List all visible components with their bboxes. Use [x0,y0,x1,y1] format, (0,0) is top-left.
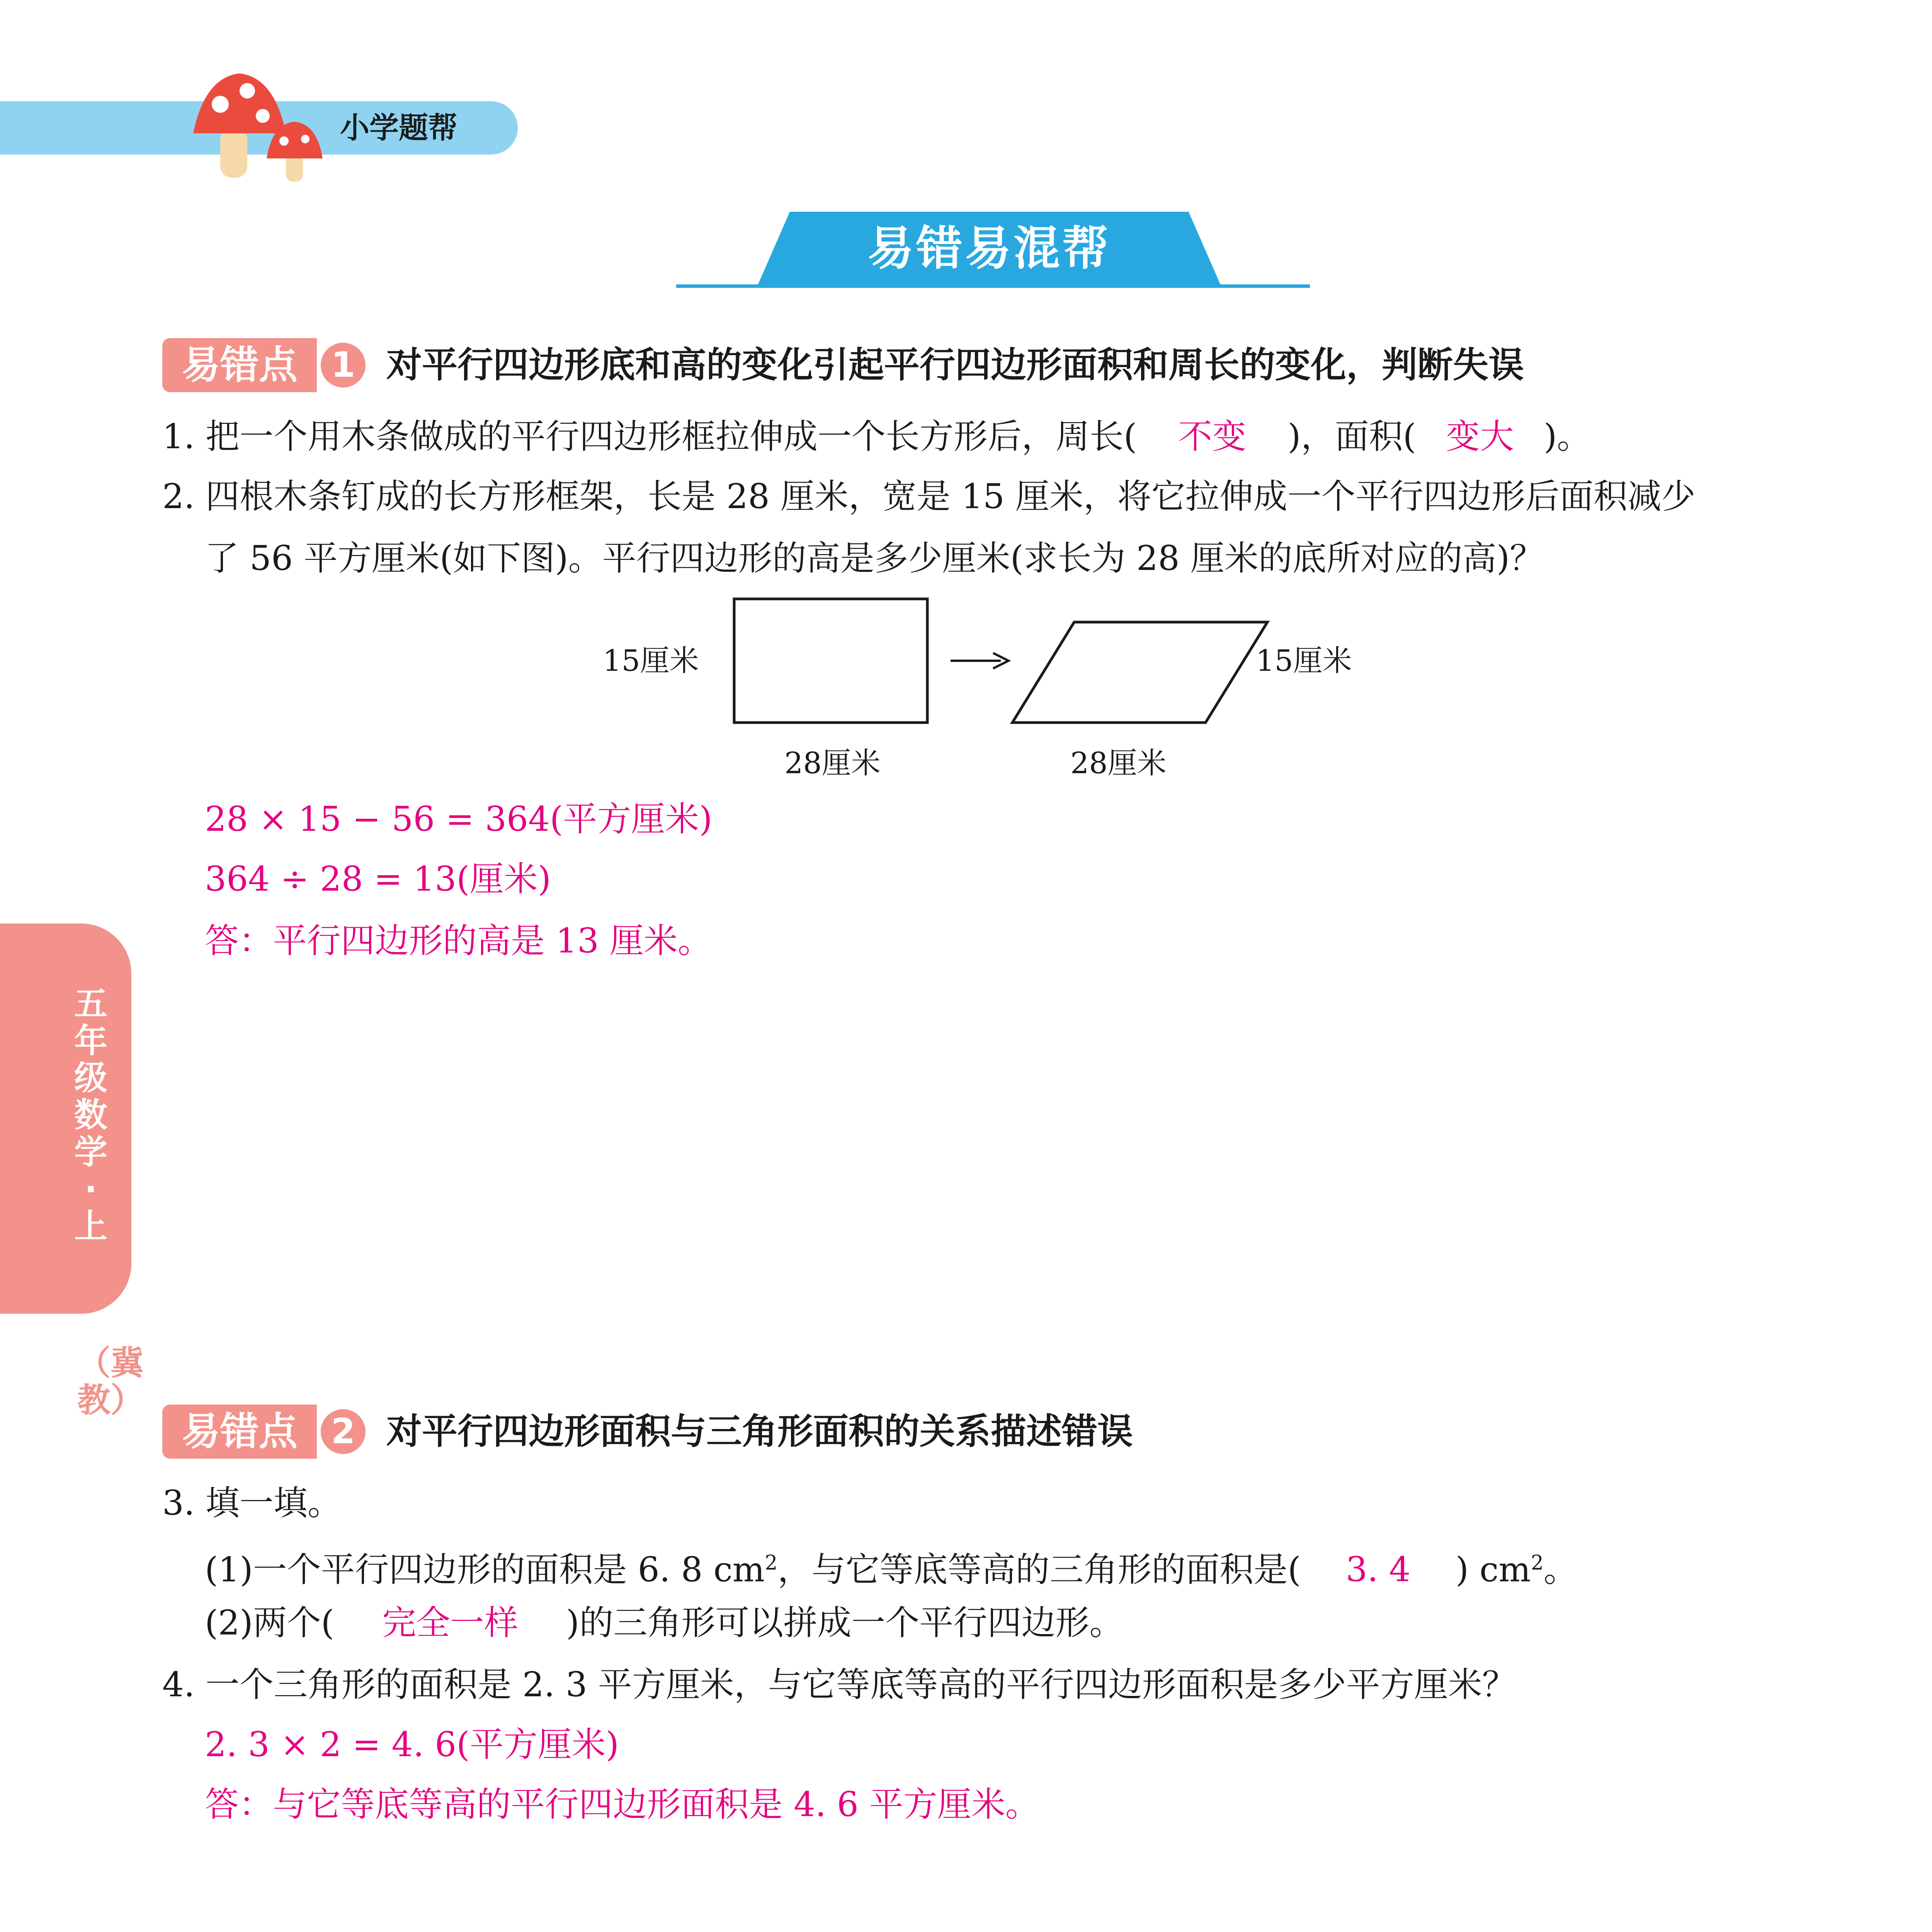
q1-text-a: 1. 把一个用木条做成的平行四边形框拉伸成一个长方形后，周长( [162,417,1137,456]
parallelogram-shape [1012,622,1267,723]
q3p1-text-a: (1)一个平行四边形的面积是 6. 8 cm [205,1549,765,1590]
q1-answer-perimeter: 不变 [1178,417,1247,456]
error-point-badge-2 [162,1405,371,1459]
q3p1-text-b: ，与它等底等高的三角形的面积是( [777,1549,1301,1590]
mushroom-icon [189,62,336,185]
q2-answer-conclusion: 答：平行四边形的高是 13 厘米。 [205,921,712,961]
question-3-part-1 [205,1540,1578,1593]
question-3-title: 3. 填一填。 [162,1483,342,1523]
side-tab-edition: （冀教） [77,1344,144,1420]
question-1 [162,413,1591,460]
para-base-label: 28厘米 [1070,746,1167,780]
question-4: 4. 一个三角形的面积是 2. 3 平方厘米，与它等底等高的平行四边形面积是多少平方厘米？ [162,1665,1516,1704]
para-side-label: 15厘米 [1256,643,1352,678]
error-point-title-1: 对平行四边形底和高的变化引起平行四边形面积和周长的变化，判断失误 [386,344,1524,386]
q1-text-b: )，面积( [1287,417,1416,456]
side-tab-label: 五年级数学·上 [74,985,107,1246]
brand-name: 小学题帮 [340,111,457,145]
q3p1-answer: 3. 4 [1345,1549,1411,1590]
q3p2-answer: 完全一样 [382,1603,518,1643]
rect-base-label: 28厘米 [784,746,881,780]
badge-label: 易错点 [162,338,317,392]
q4-answer-step-1: 2. 3 × 2 = 4. 6(平方厘米) [205,1725,619,1764]
q1-text-c: )。 [1543,417,1591,456]
question-2-line-2: 了 56 平方厘米(如下图)。平行四边形的高是多少厘米(求长为 28 厘米的底所对应的高)？ [205,538,1544,578]
badge-label: 易错点 [162,1405,317,1459]
q3p1-sup-b: 2 [1531,1551,1544,1575]
q1-answer-area: 变大 [1446,417,1514,456]
rect-side-label: 15厘米 [603,643,699,678]
q3p1-sup-a: 2 [765,1551,778,1575]
badge-number: 1 [317,339,369,391]
rectangle-shape [734,599,927,723]
error-point-title-2: 对平行四边形面积与三角形面积的关系描述错误 [386,1411,1133,1452]
q2-answer-step-1: 28 × 15 − 56 = 364(平方厘米) [205,799,713,839]
error-point-badge-1 [162,338,371,392]
q3p1-text-d: 。 [1543,1549,1578,1590]
side-tab [0,923,131,1314]
q2-answer-step-2: 364 ÷ 28 = 13(厘米) [205,859,551,899]
section-title: 易错易混帮 [867,222,1111,276]
question-3-part-2 [205,1600,1123,1646]
q3p2-text-a: (2)两个( [205,1603,334,1643]
q3p2-text-b: )的三角形可以拼成一个平行四边形。 [566,1603,1124,1643]
q4-answer-conclusion: 答：与它等底等高的平行四边形面积是 4. 6 平方厘米。 [205,1784,1039,1824]
question-2-line-1: 2. 四根木条钉成的长方形框架，长是 28 厘米，宽是 15 厘米，将它拉伸成一个平行四边形后面积减少 [162,476,1696,516]
q3p1-text-c: ) cm [1455,1549,1531,1590]
badge-number: 2 [317,1405,369,1458]
